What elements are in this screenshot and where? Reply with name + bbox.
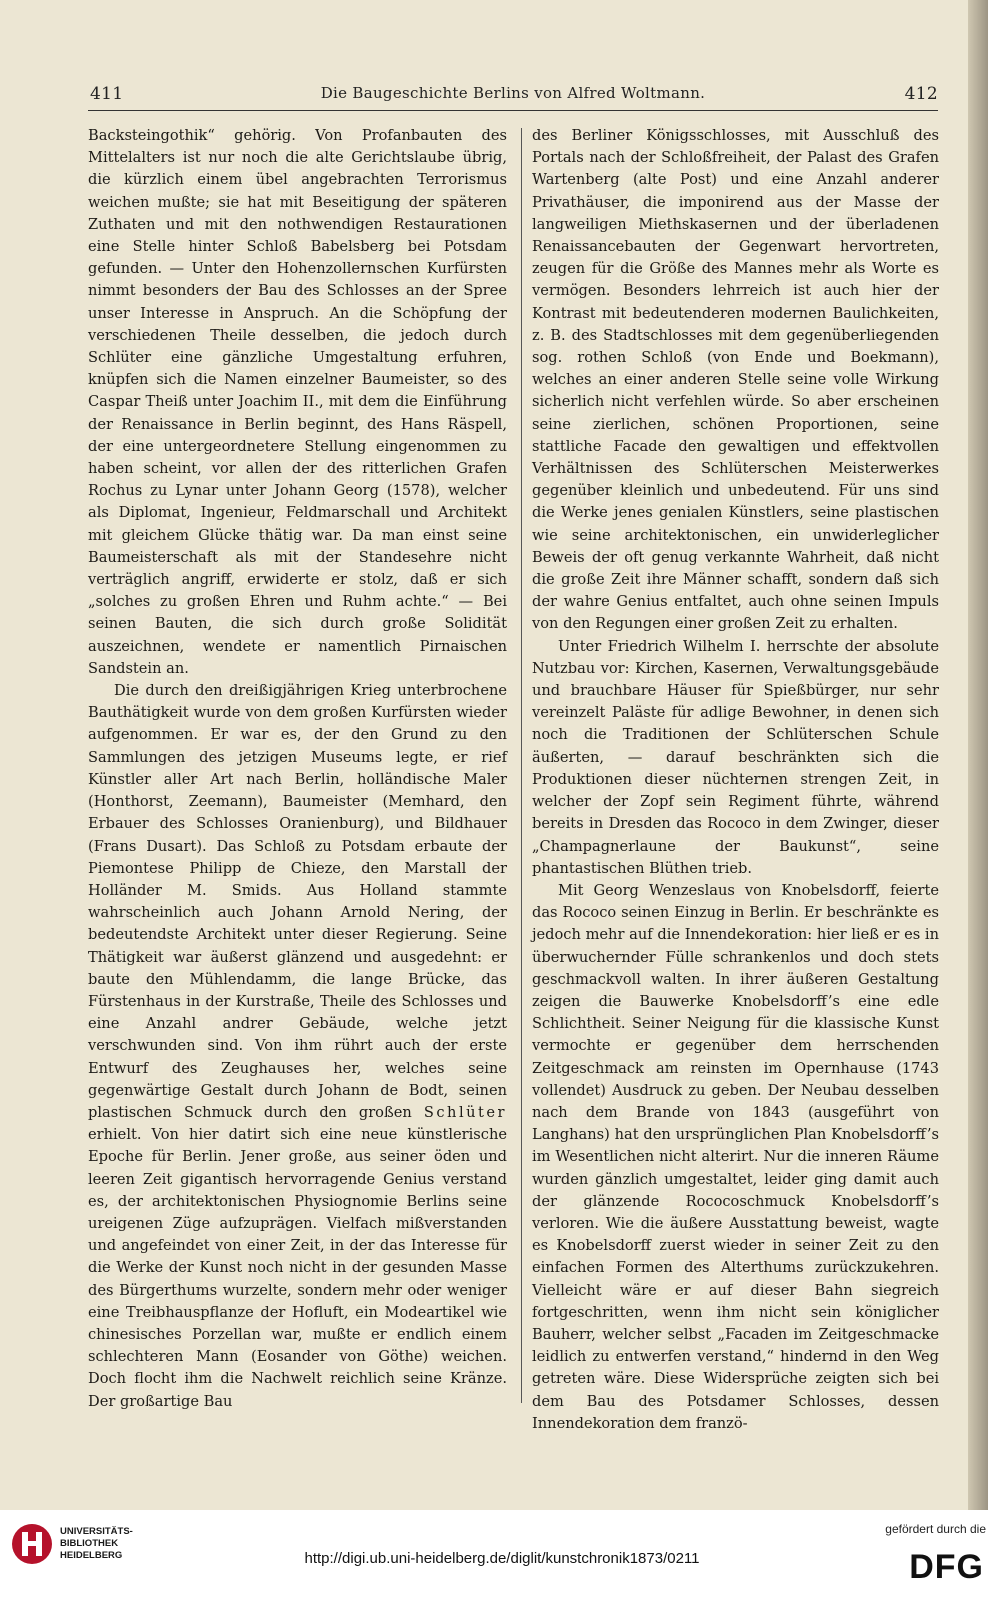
left-column	[88, 125, 507, 1410]
institution-line-1: UNIVERSITÄTS-	[60, 1526, 133, 1537]
institution-line-2: BIBLIOTHEK	[60, 1538, 119, 1549]
right-column	[532, 125, 939, 1432]
right-paragraph-1: des Berliner Königsschlosses, mit Ausschluß des Portals nach der Schloßfreiheit, der Palast des Grafen Wartenberg (alte Post) und eine Anzahl anderer Privathäuser, die imponirend aus der Masse der langweiligen Miethskasernen und der überladenen Renaissancebauten der Gegenwart hervortreten, zeugen für die Größe des Mannes mehr als Worte es vermögen. Besonders lehrreich ist auch hier der Kontrast mit bedeutenderen modernen Baulichkeiten, z. B. des Stadtschlosses mit dem gegenüberliegenden sog. rothen Schloß (von Ende und Boekmann), welches an einer anderen Stelle seine volle Wirkung sicherlich nicht verfehlen würde. So aber erscheinen seine zierlichen, schönen Proportionen, seine stattliche Facade den gewaltigen und effektvollen Verhältnissen des Schlüterschen Meisterwerkes gegenüber kleinlich und unbedeutend. Für uns sind die Werke jenes genialen Künstlers, seine plastischen wie seine architektonischen, ein unwiderleglicher Beweis der oft genug verkannte Wahrheit, daß nicht die große Zeit ihre Männer schafft, sondern daß sich der wahre Genius entfaltet, auch ohne seinen Impuls von den Regungen einer großen Zeit zu erhalten.	[532, 127, 939, 633]
viewer-footer	[0, 1510, 1004, 1603]
left-paragraph-2-part-b: erhielt. Von hier datirt sich eine neue künstlerische Epoche für Berlin. Jener große, aus seiner öden und leeren Zeit gigantisch hervorragende Genius verstand es, der architektonischen Physiognomie Berlins seine ureigenen Züge aufzuprägen. Vielfach mißverstanden und angefeindet von einer Zeit, in der das Interesse für die Werke der Kunst noch nicht in der gesunden Masse des Bürgerthums wurzelte, sondern mehr oder weniger eine Treibhauspflanze der Hofluft, ein Modeartikel wie chinesisches Porzellan war, mußte er endlich einem schlechteren Mann (Eosander von Göthe) weichen. Doch flocht ihm die Nachwelt reichlich seine Kränze. Der großartige Bau	[88, 1126, 507, 1410]
page-number-right: 412	[904, 84, 938, 104]
left-paragraph-1: Backsteingothik“ gehörig. Von Profanbauten des Mittelalters ist nur noch die alte Gerichtslaube übrig, die kürzlich einem übel angebrachten Terrorismus weichen mußte; sie hat mit Beseitigung der späteren Zuthaten und mit den nothwendigen Restaurationen eine Stelle hinter Schloß Babelsberg bei Potsdam gefunden. — Unter den Hohenzollernschen Kurfürsten nimmt besonders der Bau des Schlosses an der Spree unser Interesse in Anspruch. An die Schöpfung der verschiedenen Theile desselben, die jedoch durch Schlüter eine gänzliche Umgestaltung erfuhren, knüpfen sich die Namen einzelner Baumeister, so des Caspar Theiß unter Joachim II., mit dem die Einführung der Renaissance in Berlin beginnt, des Hans Räspell, der eine untergeordnetere Stellung eingenommen zu haben scheint, vor allen der des ritterlichen Grafen Rochus zu Lynar unter Johann Georg (1578), welcher als Diplomat, Ingenieur, Feldmarschall und Architekt mit gleichem Glücke thätig war. Da man einst seine Baumeisterschaft als mit der Standesehre nicht verträglich angriff, erwiderte er stolz, daß er sich „solches zu großen Ehren und Ruhm achte.“ — Bei seinen Bauten, die sich durch große Solidität auszeichnen, wendete er namentlich Pirnaischen Sandstein an.	[88, 127, 507, 677]
right-paragraph-3: Mit Georg Wenzeslaus von Knobelsdorff, feierte das Rococo seinen Einzug in Berlin. Er beschränkte es jedoch mehr auf die Innendekoration: hier ließ er es in überwuchernder Fülle schrankenlos und doch stets geschmackvoll walten. In ihrer äußeren Gestaltung zeigen die Bauwerke Knobelsdorff’s eine edle Schlichtheit. Seiner Neigung für die klassische Kunst vermochte er gegenüber dem herrschenden Zeitgeschmack am reinsten im Opernhause (1743 vollendet) Ausdruck zu geben. Der Neubau desselben nach dem Brande von 1843 (ausgeführt von Langhans) hat den ursprünglichen Plan Knobelsdorff’s im Wesentlichen nicht alterirt. Nur die inneren Räume wurden gänzlich umgestaltet, leider ging damit auch der glänzende Rococoschmuck Knobelsdorff’s verloren. Wie die äußere Ausstattung beweist, wagte es Knobelsdorff zuerst wieder in seiner Zeit zu den einfachen Formen des Alterthums zurückzukehren. Vielleicht wäre er auf dieser Bahn siegreich fortgeschritten, wenn ihm nicht sein königlicher Bauherr, welcher selbst „Facaden im Zeitgeschmacke leidlich zu entwerfen verstand,“ hindernd in den Weg getreten wäre. Diese Widersprüche zeigten sich bei dem Bau des Potsdamer Schlosses, dessen Innendekoration dem franzö-	[532, 881, 939, 1432]
book-spine-edge	[968, 0, 1004, 1510]
running-head	[88, 80, 938, 108]
left-paragraph-2-part-a: Die durch den dreißigjährigen Krieg unterbrochene Bauthätigkeit wurde von dem großen Kurfürsten wieder aufgenommen. Er war es, der den Grund zu den Sammlungen des jetzigen Museums legte, er rief Künstler aller Art nach Berlin, holländische Maler (Honthorst, Zeemann), Baumeister (Memhard, den Erbauer des Schlosses Oranienburg), und Bildhauer (Frans Dusart). Das Schloß zu Potsdam erbaute der Piemontese Philipp de Chieze, den Marstall der Holländer M. Smids. Aus Holland stammte wahrscheinlich auch Johann Arnold Nering, der bedeutendste Architekt unter dieser Regierung. Seine Thätigkeit war äußerst glänzend und ausgedehnt: er baute den Mühlendamm, die lange Brücke, das Fürstenhaus in der Kurstraße, Theile des Schlosses und eine Anzahl andrer Gebäude, welche jetzt verschwunden sind. Von ihm rührt auch der erste Entwurf des Zeughauses her, welches seine gegenwärtige Gestalt durch Johann de Bodt, seinen plastischen Schmuck durch den großen	[88, 682, 507, 1121]
dfg-logo: DFG	[909, 1548, 984, 1586]
header-rule	[88, 110, 938, 111]
institution-line-3: HEIDELBERG	[60, 1550, 123, 1561]
right-paragraph-2: Unter Friedrich Wilhelm I. herrschte der absolute Nutzbau vor: Kirchen, Kasernen, Verwaltungsgebäude und brauchbare Häuser für Spießbürger, nur sehr vereinzelt Paläste für adlige Bewohner, in denen sich noch die Traditionen der Schlüterschen Schule äußerten, — darauf beschränkten sich die Produktionen dieser nüchternen strengen Zeit, in welcher der Zopf sein Regiment führte, während bereits in Dresden das Rococo in dem Zwinger, dieser „Champagnerlaune der Baukunst“, seine phantastischen Blüthen trieb.	[532, 637, 939, 877]
page-number-left: 411	[90, 84, 124, 104]
left-paragraph-2	[88, 680, 507, 1413]
sponsor-caption: gefördert durch die	[885, 1522, 986, 1536]
permalink-url[interactable]: http://digi.ub.uni-heidelberg.de/diglit/kunstchronik1873/0211	[304, 1550, 700, 1567]
column-divider	[521, 128, 522, 1403]
spaced-name-schlueter: Schlüter	[423, 1103, 508, 1121]
running-title: Die Baugeschichte Berlins von Alfred Woltmann.	[320, 84, 706, 102]
